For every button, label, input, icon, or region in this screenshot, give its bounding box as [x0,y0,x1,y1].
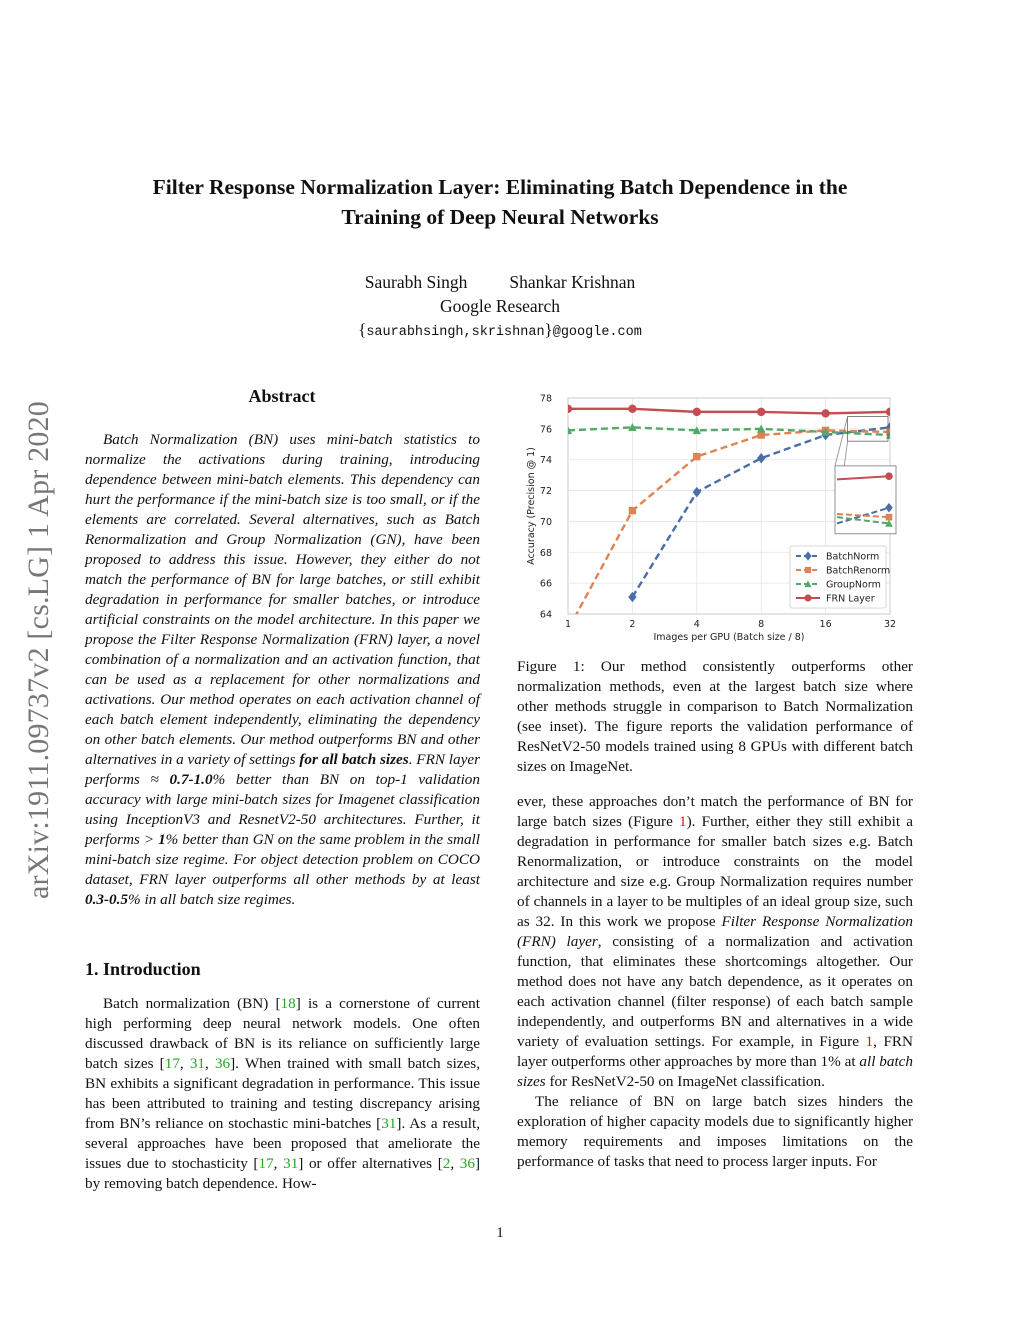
y-tick-label: 68 [539,547,552,559]
y-axis-label: Accuracy (Precision @ 1) [526,447,537,565]
right-column-text: ever, these approaches don’t match the performance of BN for large batch sizes (Figure 1). Further, either they still exhibit a degradation in performance for smaller batch sizes e.g. Batch Renormalization, or introduce constraints on the model architecture and size e.g. Group Normalization requires number of channels in a layer to be multiples of an ideal group size, such as 32. In this work we propose Filter Response Normalization (FRN) layer, consisting of a normalization and activation function, that eliminates these shortcomings altogether. Our method does not have any batch dependence, as it operates on each activation channel (filter response) of each batch sample independently, and outperforms BN and alternatives in a wide variety of evaluation settings. For example, in Figure 1, FRN layer outperforms other approaches by more than 1% at all batch sizes for ResNetV2-50 on ImageNet classification. The reliance of BN on large batch sizes hinders the exploration of higher capacity models due to significantly higher memory requirements and imposes limitations on the performance of tasks that need to process larger inputs. For [517,793,914,1170]
citation-link[interactable]: 2 [442,1155,451,1172]
y-tick-label: 76 [539,424,552,436]
arxiv-stamp: arXiv:1911.09737v2 [cs.LG] 1 Apr 2020 [22,401,55,899]
x-tick-label: 16 [819,619,832,630]
citation-link[interactable]: 36 [214,1055,231,1072]
title-line-1: Filter Response Normalization Layer: Eliminating Batch Dependence in the [152,175,848,199]
y-tick-label: 64 [539,609,552,621]
citation-link[interactable]: 31 [381,1115,397,1132]
data-point [885,472,893,480]
citation-link[interactable]: 17 [164,1055,180,1072]
title-line-2: Training of Deep Neural Networks [341,205,659,229]
y-tick-label: 66 [539,578,552,590]
data-point [757,408,765,416]
figure-reference-link[interactable]: 1 [865,1033,874,1050]
y-tick-label: 72 [539,486,552,498]
legend-label: BatchRenorm [826,565,891,577]
citation-link[interactable]: 31 [283,1155,299,1172]
x-tick-label: 2 [629,619,636,630]
data-point [886,514,893,521]
section-heading-introduction: 1. Introduction [85,959,201,979]
x-axis-label: Images per GPU (Batch size / 8) [653,632,805,642]
y-tick-label: 74 [539,455,552,467]
page-number: 1 [496,1225,504,1241]
paper-title [60,172,940,232]
legend-label: FRN Layer [826,593,875,605]
introduction-text: Batch normalization (BN) [18] is a cornerstone of current high performing deep neural network models. One often discussed drawback of BN is its reliance on sufficiently large batch sizes [17, 31, 36]. When trained with small batch sizes, BN exhibits a significant degradation in performance. This issue has been attributed to training and testing discrepancy arising from BN’s reliance on stochastic mini-batches [31]. As a result, several approaches have been proposed that ameliorate the issues due to stochasticity [17, 31] or offer alternatives [2, 36] by removing batch dependence. How- [85,995,481,1192]
data-point [821,409,829,417]
affiliation: Google Research [439,296,561,316]
citation-link[interactable]: 17 [258,1155,274,1172]
x-tick-label: 32 [883,619,897,630]
paragraph: The reliance of BN on large batch sizes hinders the exploration of higher capacity models due to significantly higher memory requirements and imposes limitations on the performance of tasks that need to process larger inputs. For [517,1093,913,1170]
data-point [805,567,811,573]
figure-reference-link[interactable]: 1 [679,813,687,830]
data-point [693,408,701,416]
citation-link[interactable]: 36 [459,1155,475,1172]
citation-link[interactable]: 18 [280,995,296,1012]
authors [0,270,1000,318]
data-point [804,594,811,601]
author-1: Saurabh Singh [364,272,468,292]
data-point [886,408,894,416]
data-point [629,507,636,514]
figure-1-chart [520,386,910,642]
citation-link[interactable]: 31 [189,1055,206,1072]
abstract-text: Batch Normalization (BN) uses mini-batch statistics to normalize the activations during training, introducing dependence between mini-batch elements. This dependency can hurt the performance if the mini-batch size is too small, or if the elements are correlated. Several alternatives, such as Batch Renormalization and Group Normalization (GN), have been proposed to address this issue. However, they either do not match the performance of BN for large batches, or still exhibit degradation in performance for smaller batches, or introduce artificial constraints on the model architecture. In this paper we propose the Filter Response Normalization (FRN) layer, a novel combination of a normalization and an activation function, that can be used as a replacement for other normalizations and activations. Our method operates on each activation channel of each batch element independently, eliminating the dependency on other batch elements. Our method outperforms BN and other alternatives in a variety of settings for all batch sizes. FRN layer performs ≈ 0.7-1.0% better than BN on top-1 validation accuracy with large mini-batch sizes for Imagenet classification using InceptionV3 and ResnetV2-50 architectures. Further, it performs > 1% better than GN on the same problem in the small mini-batch size regime. For object detection problem on COCO dataset, FRN layer outperforms all other methods by at least 0.3-0.5% in all batch size regimes. [85,431,481,908]
figure-1-caption: Figure 1: Our method consistently outperforms other normalization methods, even at the largest batch size where other methods struggle in comparison to Batch Normalization (see inset). The figure reports the validation performance of ResNetV2-50 models trained using 8 GPUs with different batch sizes on ImageNet. [517,658,913,775]
x-tick-label: 1 [564,619,572,630]
abstract-heading: Abstract [248,386,316,406]
legend-label: GroupNorm [826,579,881,591]
data-point [628,405,636,413]
legend-label: BatchNorm [826,551,880,563]
email: {saurabhsingh,skrishnan}@google.com [358,320,642,340]
author-2: Shankar Krishnan [509,272,636,292]
x-tick-label: 8 [758,619,765,630]
x-tick-label: 4 [693,619,700,630]
y-tick-label: 70 [539,516,552,528]
data-point [564,405,572,413]
data-point [693,453,700,460]
y-tick-label: 78 [539,393,552,405]
